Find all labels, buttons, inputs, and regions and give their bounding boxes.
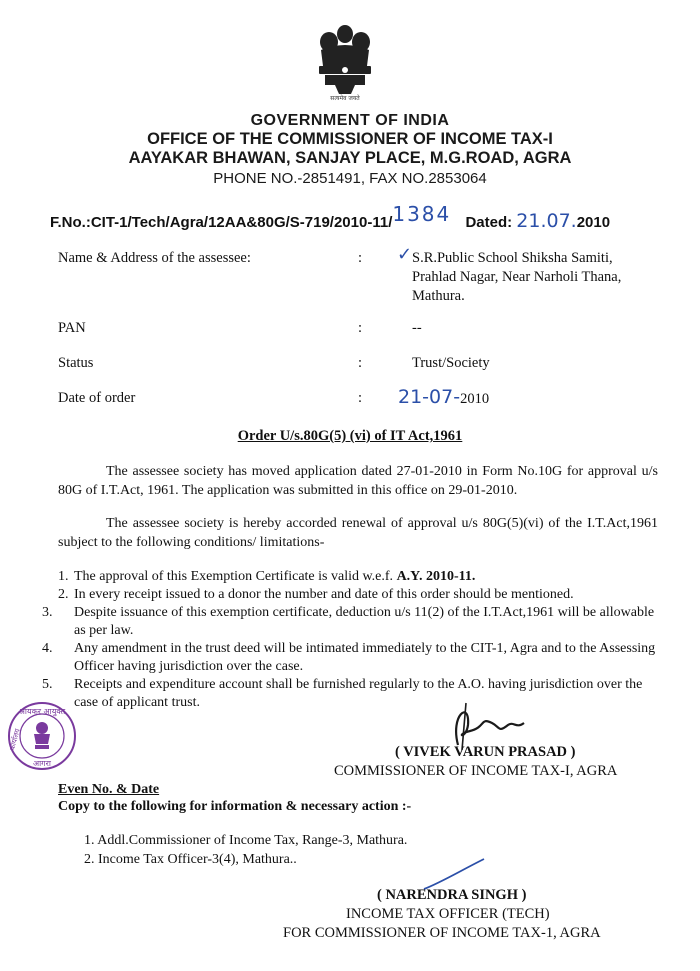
field-name-address-label: Name & Address of the assessee: [58,250,251,266]
status-value: Trust/Society [412,355,490,371]
condition-text: Any amendment in the trust deed will be intimated immediately to the CIT-1, Agra and to the Assessing Officer having jurisdiction over the case. [74,641,656,674]
condition-text: The approval of this Exemption Certificate is valid w.e.f. [74,569,397,584]
paragraph-approval: The assessee society is hereby accorded renewal of approval u/s 80G(5)(vi) of the I.T.Act,1961 subject to the following conditions/ limitations- [58,516,658,550]
file-number [50,202,611,232]
field-colon: : [358,250,363,266]
condition-item [42,640,658,676]
office-stamp [6,700,78,772]
field-date-of-order-label: Date of order [58,390,136,406]
copy-to-heading: Copy to the following for information & necessary action :- [58,799,412,814]
even-no-heading: Even No. & Date [58,782,160,797]
condition-item [42,676,658,712]
condition-text: Despite issuance of this exemption certificate, deduction u/s 11(2) of the I.T.Act,1961 will be allowable as per law. [74,605,655,638]
field-pan-label: PAN [58,320,86,336]
header-address: AAYAKAR BHAWAN, SANJAY PLACE, M.G.ROAD, AGRA [128,149,572,167]
stamp-top-text: आयकर आयुक्त [18,707,66,716]
stamp-bottom-text: आगरा [32,759,52,768]
file-number-handwritten: 1384 [392,202,452,226]
condition-text: In every receipt issued to a donor the number and date of this order should be mentioned. [74,587,574,602]
condition-number: 4. [42,641,53,656]
pan-value: -- [412,320,422,336]
signatory1-name: ( VIVEK VARUN PRASAD ) [395,744,576,760]
national-emblem [305,20,385,102]
copy-recipient: 2. Income Tax Officer-3(4), Mathura.. [84,852,297,867]
file-number-label: F.No.:CIT-1/Tech/Agra/12AA&80G/S-719/2010-11/ [50,214,393,231]
condition-item [58,586,658,604]
assessee-name: S.R.Public School Shiksha Samiti, [412,250,613,266]
signatory2-title-for: FOR COMMISSIONER OF INCOME TAX-1, AGRA [283,925,601,941]
signatory2-name: ( NARENDRA SINGH ) [377,887,527,903]
condition-number: 3. [42,605,53,620]
signatory2-title: INCOME TAX OFFICER (TECH) [346,906,550,922]
field-colon: : [358,355,363,371]
dated-label: Dated: [465,214,513,231]
tick-mark: ✓ [397,244,413,265]
condition-item [42,604,658,640]
order-title: Order U/s.80G(5) (vi) of IT Act,1961 [237,428,463,444]
condition-number: 1. [58,569,69,584]
dated-year: 2010 [576,214,611,231]
date-of-order-year: 2010 [460,391,490,407]
field-colon: : [358,390,363,406]
date-of-order-value [398,386,489,408]
condition-text: Receipts and expenditure account shall be furnished regularly to the A.O. having jurisdiction over the case of applicant trust. [74,677,643,710]
copy-recipient: 1. Addl.Commissioner of Income Tax, Range-3, Mathura. [84,833,408,848]
field-status-label: Status [58,355,94,371]
dated-handwritten: 21.07. [516,210,577,232]
condition-number: 2. [58,587,69,602]
header-phone: PHONE NO.-2851491, FAX NO.2853064 [213,170,487,187]
condition-bold-text: A.Y. 2010-11. [396,569,476,584]
assessee-address-2: Mathura. [412,288,465,304]
header-office: OFFICE OF THE COMMISSIONER OF INCOME TAX-I [147,130,553,148]
signatory1-title: COMMISSIONER OF INCOME TAX-I, AGRA [334,763,618,779]
condition-number: 5. [42,677,53,692]
date-of-order-handwritten: 21-07- [398,386,461,408]
stamp-left-text: कार्यालय [8,727,22,752]
field-colon: : [358,320,363,336]
assessee-address-1: Prahlad Nagar, Near Narholi Thana, [412,269,622,285]
emblem-motto: सत्यमेव जयते [330,95,360,102]
header-government: GOVERNMENT OF INDIA [250,112,450,129]
paragraph-application: The assessee society has moved application dated 27-01-2010 in Form No.10G for approval u/s 80G of I.T.Act, 1961. The application was submitted in this office on 29-01-2010. [58,464,658,498]
condition-item [58,568,658,586]
